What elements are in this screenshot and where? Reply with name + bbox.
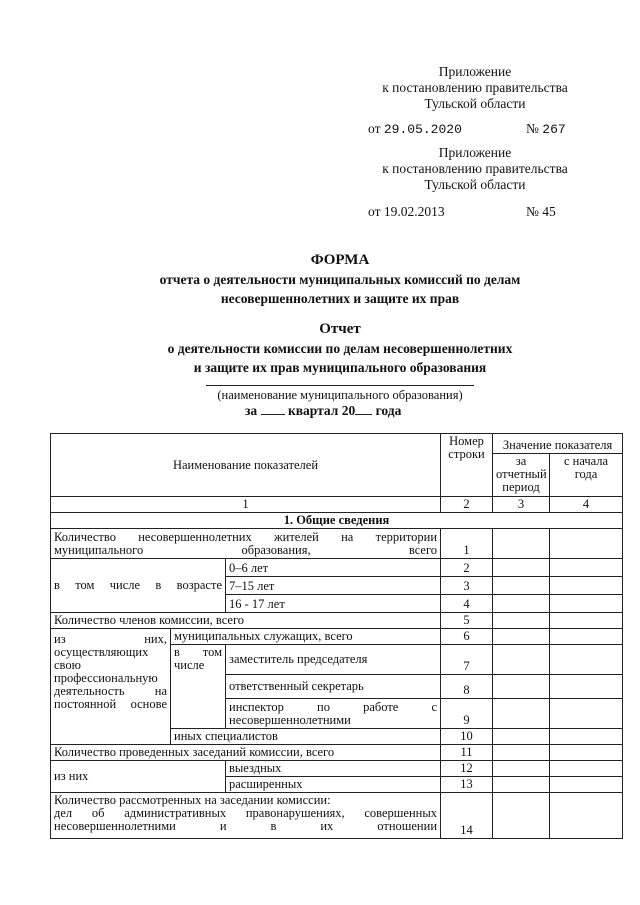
appendix-1-header	[355, 64, 595, 112]
row-8-value-year[interactable]	[550, 675, 623, 699]
header-name: Наименование показателей	[51, 434, 441, 497]
row-5-label: Количество членов комиссии, всего	[51, 613, 441, 629]
row-7-value-year[interactable]	[550, 645, 623, 675]
col-num-1: 1	[51, 497, 441, 513]
appendix-2-header	[355, 145, 595, 193]
period-goda: года	[375, 403, 402, 418]
header-value: Значение показателя	[493, 434, 623, 454]
row-5-value-period[interactable]	[493, 613, 550, 629]
row-7-value-period[interactable]	[493, 645, 550, 675]
row-2-value-period[interactable]	[493, 559, 550, 577]
row-6-value-period[interactable]	[493, 629, 550, 645]
row-13-label: расширенных	[226, 777, 441, 793]
appendix-1-number: 267	[542, 122, 566, 137]
row-3-value-period[interactable]	[493, 577, 550, 595]
row-6-number: 6	[441, 629, 493, 645]
col-num-4: 4	[550, 497, 623, 513]
row-2-value-year[interactable]	[550, 559, 623, 577]
report-table	[50, 433, 623, 839]
appendix-1-date-prefix: от	[368, 121, 381, 136]
row-14-label	[51, 793, 441, 839]
row-8-label: ответственный секретарь	[226, 675, 441, 699]
row-9-label: инспектор по работе с несовершеннолетними	[226, 699, 441, 729]
row-11-value-year[interactable]	[550, 745, 623, 761]
row-11-number: 11	[441, 745, 493, 761]
prof-group-label: из них, осуществляющих свою профессиональную деятельность на постоянной основе	[51, 629, 171, 745]
row-8-number: 8	[441, 675, 493, 699]
form-title-line-3: несовершеннолетних и защите их прав	[220, 291, 460, 306]
row-4-label: 16 - 17 лет	[226, 595, 441, 613]
appendix-1-number-prefix: №	[526, 121, 539, 136]
row-3-label: 7–15 лет	[226, 577, 441, 595]
row-3-number: 3	[441, 577, 493, 595]
row-4-value-period[interactable]	[493, 595, 550, 613]
appendix-1-line-3: Тульской области	[424, 96, 526, 111]
row-3-value-year[interactable]	[550, 577, 623, 595]
municipality-name-underline	[206, 385, 474, 386]
period-line	[245, 403, 401, 419]
header-for-period: за отчетный период	[493, 454, 550, 497]
row-6-value-year[interactable]	[550, 629, 623, 645]
period-za: за	[245, 403, 258, 418]
row-14-value-year[interactable]	[550, 793, 623, 839]
report-title	[60, 320, 620, 377]
row-14-value-period[interactable]	[493, 793, 550, 839]
row-1-value-year[interactable]	[550, 529, 623, 559]
row-2-label: 0–6 лет	[226, 559, 441, 577]
report-title-line-3: и защите их прав муниципального образования	[193, 360, 487, 375]
of-them-label: из них	[51, 761, 226, 793]
row-1-value-period[interactable]	[493, 529, 550, 559]
row-1-label: Количество несовершеннолетних жителей на территории муниципального образования, всего	[51, 529, 441, 559]
row-11-value-period[interactable]	[493, 745, 550, 761]
appendix-2-line-1: Приложение	[438, 145, 512, 160]
row-13-value-period[interactable]	[493, 777, 550, 793]
appendix-1-line-2: к постановлению правительства	[382, 80, 568, 95]
row-10-value-period[interactable]	[493, 729, 550, 745]
incl-label: в том числе	[171, 645, 226, 729]
row-4-number: 4	[441, 595, 493, 613]
row-14-label-a: Количество рассмотренных на заседании комиссии:	[54, 793, 331, 807]
report-title-line-2: о деятельности комиссии по делам несовершеннолетних	[167, 341, 513, 356]
row-9-number: 9	[441, 699, 493, 729]
appendix-1-date-line	[368, 121, 462, 138]
row-13-value-year[interactable]	[550, 777, 623, 793]
row-14-number: 14	[441, 793, 493, 839]
row-7-label: заместитель председателя	[226, 645, 441, 675]
form-title	[60, 251, 620, 308]
row-1-number: 1	[441, 529, 493, 559]
row-7-number: 7	[441, 645, 493, 675]
row-12-number: 12	[441, 761, 493, 777]
header-from-year-start: с начала года	[550, 454, 623, 497]
appendix-1-line-1: Приложение	[438, 64, 512, 79]
col-num-3: 3	[493, 497, 550, 513]
row-12-value-year[interactable]	[550, 761, 623, 777]
report-title-line-1: Отчет	[319, 321, 361, 337]
form-title-line-1: ФОРМА	[310, 252, 370, 268]
row-10-label: иных специалистов	[171, 729, 441, 745]
row-10-number: 10	[441, 729, 493, 745]
col-num-2: 2	[441, 497, 493, 513]
row-13-number: 13	[441, 777, 493, 793]
row-12-label: выездных	[226, 761, 441, 777]
appendix-2-number: № 45	[526, 204, 556, 219]
appendix-2-line-3: Тульской области	[424, 177, 526, 192]
quarter-blank	[261, 414, 285, 415]
row-8-value-period[interactable]	[493, 675, 550, 699]
row-10-value-year[interactable]	[550, 729, 623, 745]
municipality-caption: (наименование муниципального образования)	[217, 388, 463, 402]
header-row-number: Номер строки	[441, 434, 493, 497]
period-kvartal: квартал 20	[287, 403, 356, 418]
row-11-label: Количество проведенных заседаний комиссии, всего	[51, 745, 441, 761]
row-12-value-period[interactable]	[493, 761, 550, 777]
age-group-label: в том числе в возрасте	[51, 559, 226, 613]
appendix-2-date: от 19.02.2013	[368, 204, 445, 219]
row-5-number: 5	[441, 613, 493, 629]
row-2-number: 2	[441, 559, 493, 577]
row-4-value-year[interactable]	[550, 595, 623, 613]
section-1-title: 1. Общие сведения	[51, 513, 623, 529]
form-title-line-2: отчета о деятельности муниципальных комиссий по делам	[159, 272, 521, 287]
row-6-label: муниципальных служащих, всего	[171, 629, 441, 645]
row-14-label-b: дел об административных правонарушениях, совершенных несовершеннолетними и в их отношении	[54, 806, 438, 833]
row-9-value-period[interactable]	[493, 699, 550, 729]
year-blank	[355, 414, 372, 415]
row-5-value-year[interactable]	[550, 613, 623, 629]
appendix-1-date: 29.05.2020	[383, 122, 462, 137]
appendix-2-line-2: к постановлению правительства	[382, 161, 568, 176]
row-9-value-year[interactable]	[550, 699, 623, 729]
appendix-1-number-line	[526, 121, 566, 138]
